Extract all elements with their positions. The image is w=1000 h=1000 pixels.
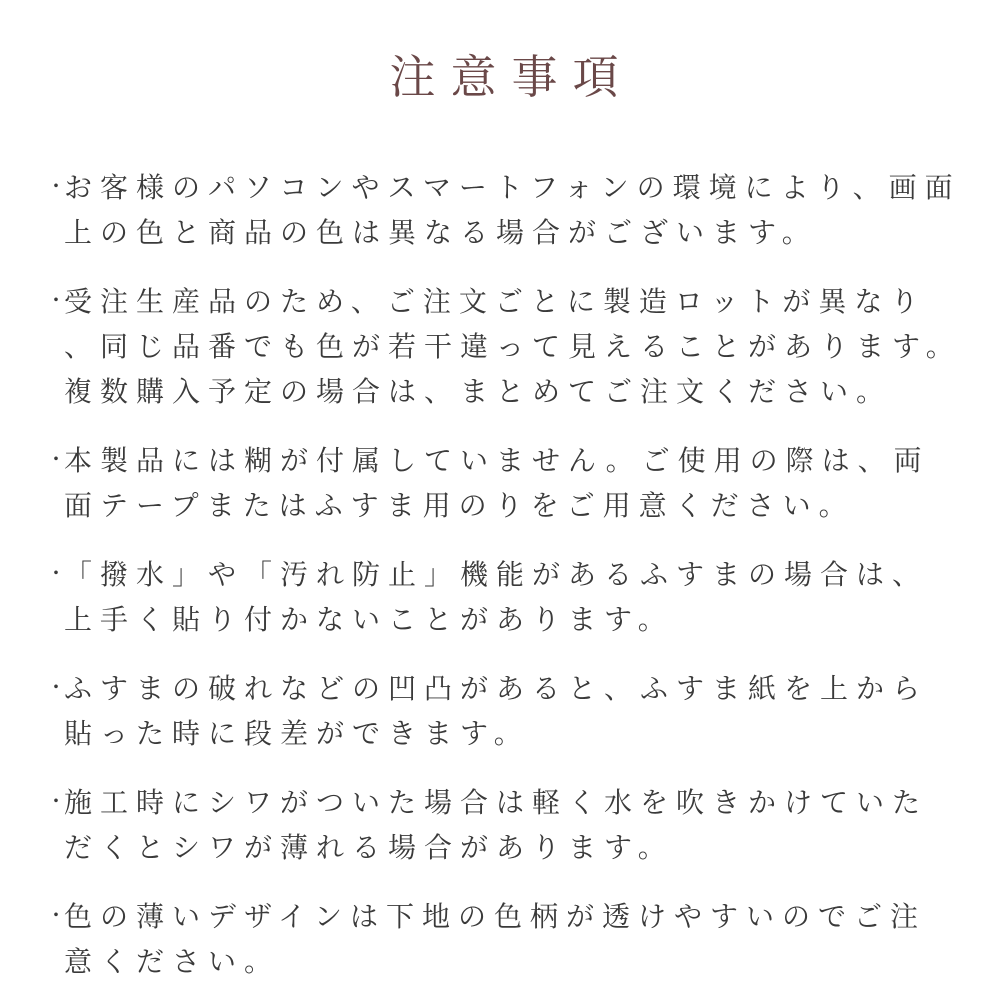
- bullet-marker: ・: [46, 676, 66, 699]
- bullet-marker: ・: [46, 175, 66, 198]
- notice-item: [46, 279, 962, 414]
- bullet-marker: ・: [46, 790, 66, 813]
- notice-item: [46, 666, 962, 756]
- notice-text: 受注生産品のため、ご注文ごとに製造ロットが異なり、同じ品番でも色が若干違って見えることがあります。複数購入予定の場合は、まとめてご注文ください。: [64, 285, 962, 407]
- notice-text: 施工時にシワがついた場合は軽く水を吹きかけていただくとシワが薄れる場合があります。: [64, 786, 929, 863]
- bullet-marker: ・: [46, 562, 66, 585]
- notice-text: お客様のパソコンやスマートフォンの環境により、画面上の色と商品の色は異なる場合がございます。: [64, 171, 961, 248]
- notice-item: [46, 780, 962, 870]
- bullet-marker: ・: [46, 289, 66, 312]
- notice-text: 本製品には糊が付属していません。ご使用の際は、両面テープまたはふすま用のりをご用意ください。: [64, 444, 930, 521]
- notice-text: ふすまの破れなどの凹凸があると、ふすま紙を上から貼った時に段差ができます。: [64, 672, 929, 749]
- bullet-marker: ・: [46, 448, 66, 471]
- notice-list: [46, 165, 962, 984]
- bullet-marker: ・: [46, 904, 66, 927]
- notice-item: [46, 165, 962, 255]
- notice-text: 「撥水」や「汚れ防止」機能があるふすまの場合は、上手く貼り付かないことがあります。: [64, 558, 929, 635]
- notice-item: [46, 552, 962, 642]
- notice-item: [46, 894, 962, 984]
- page-title: 注意事項: [389, 51, 634, 103]
- notice-item: [46, 438, 962, 528]
- notice-text: 色の薄いデザインは下地の色柄が透けやすいのでご注意ください。: [64, 900, 927, 977]
